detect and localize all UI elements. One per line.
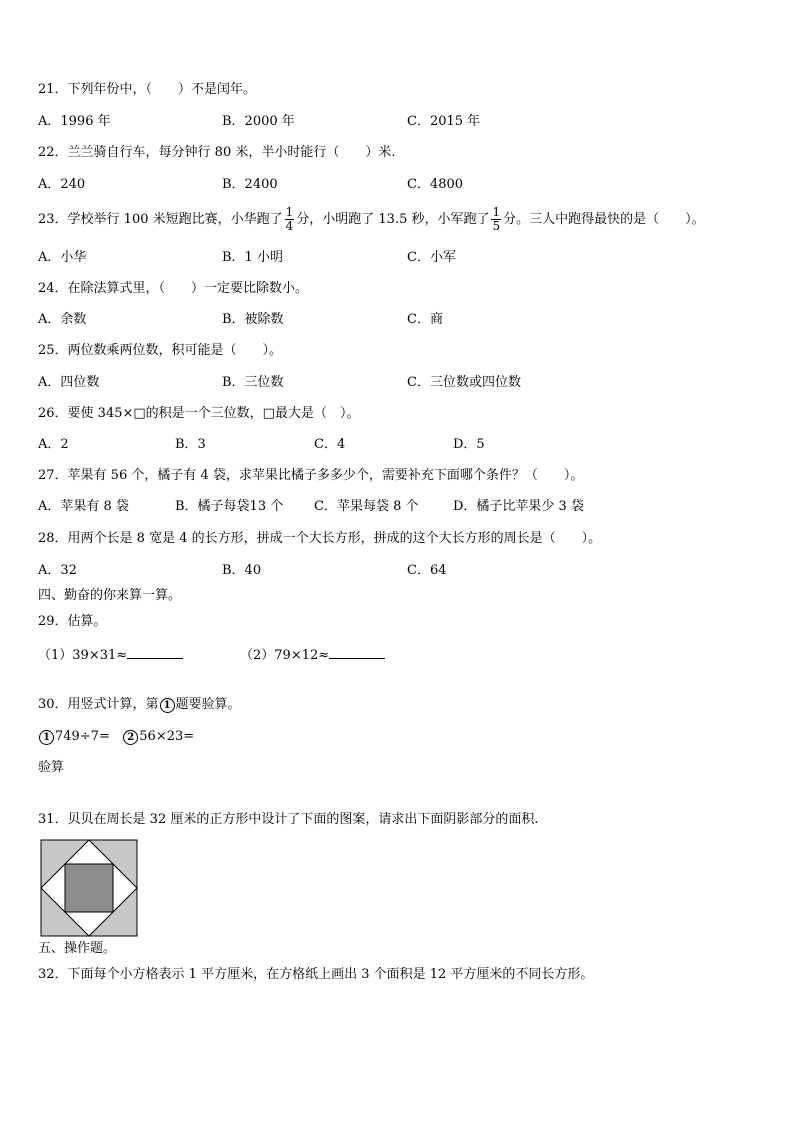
- q30-stem-part1: 30．用竖式计算，第: [38, 697, 159, 712]
- q23-frac2-numerator: 1: [492, 205, 501, 219]
- q31-figure: [40, 839, 138, 941]
- q30-expressions: [38, 729, 194, 745]
- q30-stem-part2: 题要验算。: [175, 697, 241, 712]
- q23-frac1-numerator: 1: [285, 205, 294, 219]
- q29-part-1-label: （1）39×31≈: [38, 648, 128, 663]
- question-23-stem: [38, 204, 705, 236]
- q22-option-b[interactable]: B．2400: [222, 177, 278, 192]
- q25-option-c[interactable]: C．三位数或四位数: [407, 375, 521, 390]
- q25-option-a[interactable]: A．四位数: [38, 375, 100, 390]
- q23-frac2-denominator: 5: [492, 219, 501, 233]
- q23-stem-part3: 分。三人中跑得最快的是（ ）。: [503, 212, 705, 227]
- question-29-stem: 29．估算。: [38, 614, 107, 629]
- q23-option-b[interactable]: B．1 小明: [222, 250, 283, 265]
- section-5-heading: 五、操作题。: [38, 941, 117, 956]
- q21-option-a[interactable]: A．1996 年: [38, 114, 111, 129]
- q27-option-c[interactable]: C．苹果每袋 8 个: [314, 499, 419, 514]
- q22-option-a[interactable]: A．240: [38, 177, 86, 192]
- q28-option-a[interactable]: A．32: [38, 563, 77, 578]
- q24-option-c[interactable]: C．商: [407, 312, 443, 327]
- question-28-stem: 28．用两个长是 8 宽是 4 的长方形，拼成一个大长方形，拼成的这个大长方形的周长是（ ）。: [38, 531, 602, 546]
- q22-option-c[interactable]: C．4800: [407, 177, 464, 192]
- q27-option-d[interactable]: D．橘子比苹果少 3 袋: [453, 499, 584, 514]
- square-pattern-figure: [40, 839, 138, 937]
- q30-expression-2: 56×23=: [139, 729, 195, 744]
- q23-fraction-1: [285, 206, 295, 233]
- q21-option-b[interactable]: B．2000 年: [222, 114, 295, 129]
- question-32-stem: 32．下面每个小方格表示 1 平方厘米，在方格纸上画出 3 个面积是 12 平方厘米的不同长方形。: [38, 967, 594, 982]
- question-22-stem: 22．兰兰骑自行车，每分钟行 80 米，半小时能行（ ）米.: [38, 145, 396, 160]
- q26-option-d[interactable]: D．5: [453, 437, 485, 452]
- q29-answer-blank-1[interactable]: [127, 646, 183, 659]
- question-26-stem: 26．要使 345×□的积是一个三位数，□最大是（ ）。: [38, 406, 360, 421]
- circled-number-1: 1: [160, 698, 175, 713]
- q28-option-c[interactable]: C．64: [407, 563, 447, 578]
- q23-stem-part2: 分，小明跑了 13.5 秒，小军跑了: [296, 212, 490, 227]
- circled-number-2: 2: [123, 730, 138, 745]
- q23-option-a[interactable]: A．小华: [38, 250, 87, 265]
- q30-expression-1: 749÷7=: [55, 729, 110, 744]
- question-25-stem: 25．两位数乘两位数，积可能是（ ）。: [38, 343, 283, 358]
- section-4-heading: 四、勤奋的你来算一算。: [38, 588, 182, 603]
- q29-part-2-label: （2）79×12≈: [240, 648, 330, 663]
- q24-option-a[interactable]: A．余数: [38, 312, 87, 327]
- q21-option-c[interactable]: C．2015 年: [407, 114, 481, 129]
- center-square-shaded: [65, 864, 113, 912]
- q29-part-2: [240, 646, 385, 664]
- q26-option-a[interactable]: A．2: [38, 437, 69, 452]
- q27-option-b[interactable]: B．橘子每袋13 个: [175, 499, 284, 514]
- q23-fraction-2: [491, 206, 501, 233]
- circled-number-1: 1: [39, 730, 54, 745]
- q23-option-c[interactable]: C．小军: [407, 250, 456, 265]
- question-21-stem: 21．下列年份中，（ ）不是闰年。: [38, 82, 257, 97]
- question-27-stem: 27．苹果有 56 个，橘子有 4 袋，求苹果比橘子多多少个，需要补充下面哪个条件？（ ）。: [38, 468, 584, 483]
- q25-option-b[interactable]: B．三位数: [222, 375, 284, 390]
- q24-option-b[interactable]: B．被除数: [222, 312, 284, 327]
- q26-option-c[interactable]: C．4: [314, 437, 346, 452]
- q29-answer-blank-2[interactable]: [329, 646, 385, 659]
- q26-option-b[interactable]: B．3: [175, 437, 206, 452]
- question-30-stem: [38, 697, 241, 713]
- q29-part-1: [38, 646, 183, 664]
- q28-option-b[interactable]: B．40: [222, 563, 262, 578]
- q23-stem-part1: 23．学校举行 100 米短跑比赛，小华跑了: [38, 212, 283, 227]
- q30-check-label: 验算: [38, 760, 65, 775]
- question-24-stem: 24．在除法算式里，（ ）一定要比除数小。: [38, 281, 309, 296]
- q27-option-a[interactable]: A．苹果有 8 袋: [38, 499, 129, 514]
- question-31-stem: 31．贝贝在周长是 32 厘米的正方形中设计了下面的图案，请求出下面阴影部分的面积.: [38, 812, 539, 827]
- q23-frac1-denominator: 4: [285, 219, 294, 233]
